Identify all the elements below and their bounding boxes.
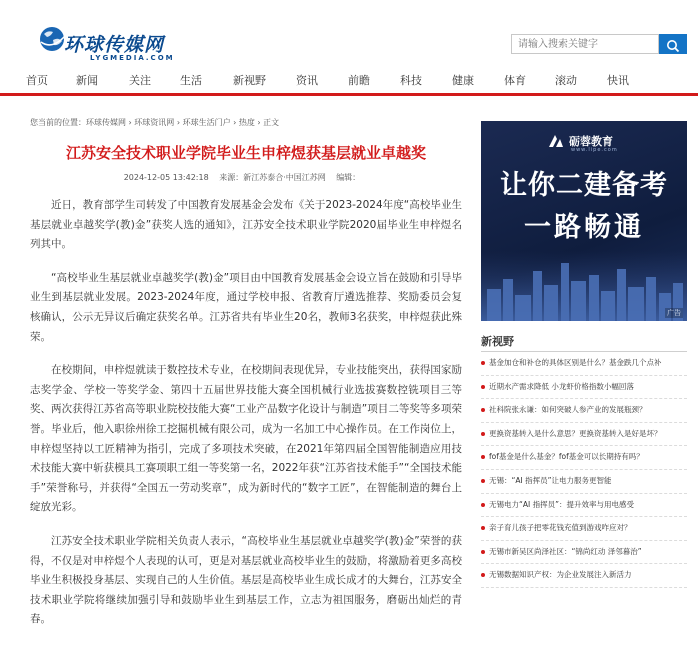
nav-item-tech[interactable]: 科技 <box>400 74 422 87</box>
site-logo[interactable] <box>38 24 198 64</box>
ad-headline-2: 一路畅通 <box>524 212 644 243</box>
news-item[interactable] <box>481 541 687 565</box>
news-item-label: 无锡：“AI 指挥员”让电力服务更智能 <box>489 475 612 485</box>
search-input[interactable] <box>511 34 659 54</box>
bullet-icon <box>481 526 485 530</box>
search-button[interactable] <box>659 34 687 54</box>
news-item-label: 社科院张永谦：如何突破人参产业的发展瓶颈？ <box>489 405 647 415</box>
news-item[interactable] <box>481 399 687 423</box>
city-skyline-image <box>481 251 687 321</box>
bullet-icon <box>481 479 485 483</box>
article-meta <box>30 172 462 183</box>
news-item-label: 近期水产需求降低 小龙虾价格指数小幅回落 <box>489 381 634 391</box>
news-item[interactable] <box>481 494 687 518</box>
news-item-label: 无锡市新吴区尚泽社区：“锦尚红动 泽邻暮治” <box>489 546 642 556</box>
news-item[interactable] <box>481 470 687 494</box>
news-item[interactable] <box>481 376 687 400</box>
news-item[interactable] <box>481 446 687 470</box>
nav-item-new-vision[interactable]: 新视野 <box>233 74 266 87</box>
article-title: 江苏安全技术职业学院毕业生申梓煜获基层就业卓越奖 <box>65 144 426 162</box>
bullet-icon <box>481 432 485 436</box>
article-paragraph: “高校毕业生基层就业卓越奖学(教)金”项目由中国教育发展基金会设立旨在鼓励和引导毕业生到基层就业发展。2023-2024年度，通过学校申报、省教育厅遴选推荐、奖励委员会复核确认，公示无异议后确定获奖名单。江苏省共有毕业生20名，教师3名获奖，申梓煜获此殊荣。 <box>30 271 462 343</box>
ad-banner[interactable] <box>481 121 687 321</box>
news-item-label: 基金加仓和补仓的具体区别是什么？基金跌几个点补 <box>489 358 662 367</box>
bullet-icon <box>481 503 485 507</box>
bullet-icon <box>481 455 485 459</box>
breadcrumb[interactable]: 您当前的位置：环球传媒网 › 环球资讯网 › 环球生活门户 › 热度 › 正文 <box>30 118 280 127</box>
site-header <box>0 0 698 66</box>
ad-headline-1: 让你二建备考 <box>500 170 668 201</box>
nav-item-sports[interactable]: 体育 <box>504 74 526 87</box>
news-item-label: 更换资基转入是什么意思？更换资基转入是好是坏？ <box>489 428 662 438</box>
news-item-label: 亲子育儿孩子把零花钱充值到游戏咋应对？ <box>489 523 632 533</box>
nav-item-news[interactable]: 新闻 <box>76 74 98 87</box>
bullet-icon <box>481 573 485 577</box>
brand-domain: LYGMEDIA.COM <box>90 54 175 62</box>
bullet-icon <box>481 550 485 554</box>
bullet-icon <box>481 361 485 365</box>
article-paragraph: 近日，教育部学生司转发了中国教育发展基金会发布《关于2023-2024年度“高校毕业生基层就业卓越奖学(教)金”获奖人选的通知》，江苏安全技术职业学院2020届毕业生申梓煜名列其中。 <box>30 199 462 251</box>
news-item-label: 无锡数据知识产权：为企业发展注入新活力 <box>489 570 632 580</box>
nav-item-flash[interactable]: 快讯 <box>607 74 629 87</box>
brand-name: 环球传媒网 <box>64 34 165 56</box>
article-paragraph: 江苏安全技术职业学院相关负责人表示，“高校毕业生基层就业卓越奖学(教)金”荣誉的获得，不仅是对申梓煜个人表现的认可，更是对基层就业高校毕业生的鼓励，将激励着更多高校毕业生积极投身基层、实现自己的人生价值。基层是高校毕业生成长成才的大舞台，江苏安全技术职业学院将继续加强引导和鼓励毕业生到基层工作，立志为祖国服务，磨砺出灿烂的青春。 <box>30 534 462 626</box>
ad-tag: 广告 <box>667 309 681 317</box>
brand-logo-icon <box>547 133 565 149</box>
article-time: 2024-12-05 13:42:18 <box>123 173 209 182</box>
nav-item-outlook[interactable]: 前瞻 <box>348 74 370 87</box>
ad-brand <box>569 133 618 153</box>
nav-item-rolling[interactable]: 滚动 <box>555 74 577 87</box>
ad-brand-name: 砺蓉教育 <box>569 135 613 148</box>
nav-item-info[interactable]: 资讯 <box>296 74 318 87</box>
ad-brand-sub: www.lipe.com <box>571 147 618 153</box>
news-item-label: fof基金是什么基金？fof基金可以长期持有吗？ <box>489 452 644 462</box>
sidebar-heading: 新视野 <box>481 333 687 352</box>
news-item[interactable] <box>481 423 687 447</box>
article-source: 来源：新江苏泰合·中国江苏网 <box>219 173 326 182</box>
search-icon <box>666 39 680 53</box>
news-item[interactable] <box>481 517 687 541</box>
nav-item-health[interactable]: 健康 <box>452 74 474 87</box>
article-editor: 编辑： <box>336 173 361 182</box>
bullet-icon <box>481 385 485 389</box>
news-item[interactable] <box>481 352 687 376</box>
nav-item-focus[interactable]: 关注 <box>129 74 151 87</box>
sidebar-news <box>481 333 687 588</box>
news-item[interactable] <box>481 564 687 588</box>
nav-item-home[interactable]: 首页 <box>26 74 48 87</box>
news-item-label: 无锡电力“AI 指挥员”：提升效率与用电感受 <box>489 499 634 509</box>
article-body <box>30 196 462 644</box>
main-nav <box>0 66 698 96</box>
nav-item-life[interactable]: 生活 <box>180 74 202 87</box>
bullet-icon <box>481 408 485 412</box>
search-box <box>511 34 687 54</box>
article-paragraph: 在校期间，申梓煜就读于数控技术专业，在校期间表现优异，专业技能突出，获得国家励志奖学金、学校一等奖学金、第四十五届世界技能大赛全国机械行业选拔赛数控铣项目三等奖、两次获得江苏省高等职业院校技能大赛“工业产品数字化设计与制造”项目二等奖等多项荣誉。毕业后，他入职徐州徐工挖掘机械有限公司，成为一名加工中心操作员。在工作岗位上，申梓煜坚持以工匠精神为指引，完成了多项技术突破，在2021年第四届全国智能制造应用技术技能大赛中斩获模具工赛项职工组一等奖第一名，2022年获“江苏省技术能手”“全国技术能手”荣誉称号，并获得“全国五一劳动奖章”，成为新时代的“数字工匠”，在智能制造的舞台上绽放光彩。 <box>30 364 462 514</box>
